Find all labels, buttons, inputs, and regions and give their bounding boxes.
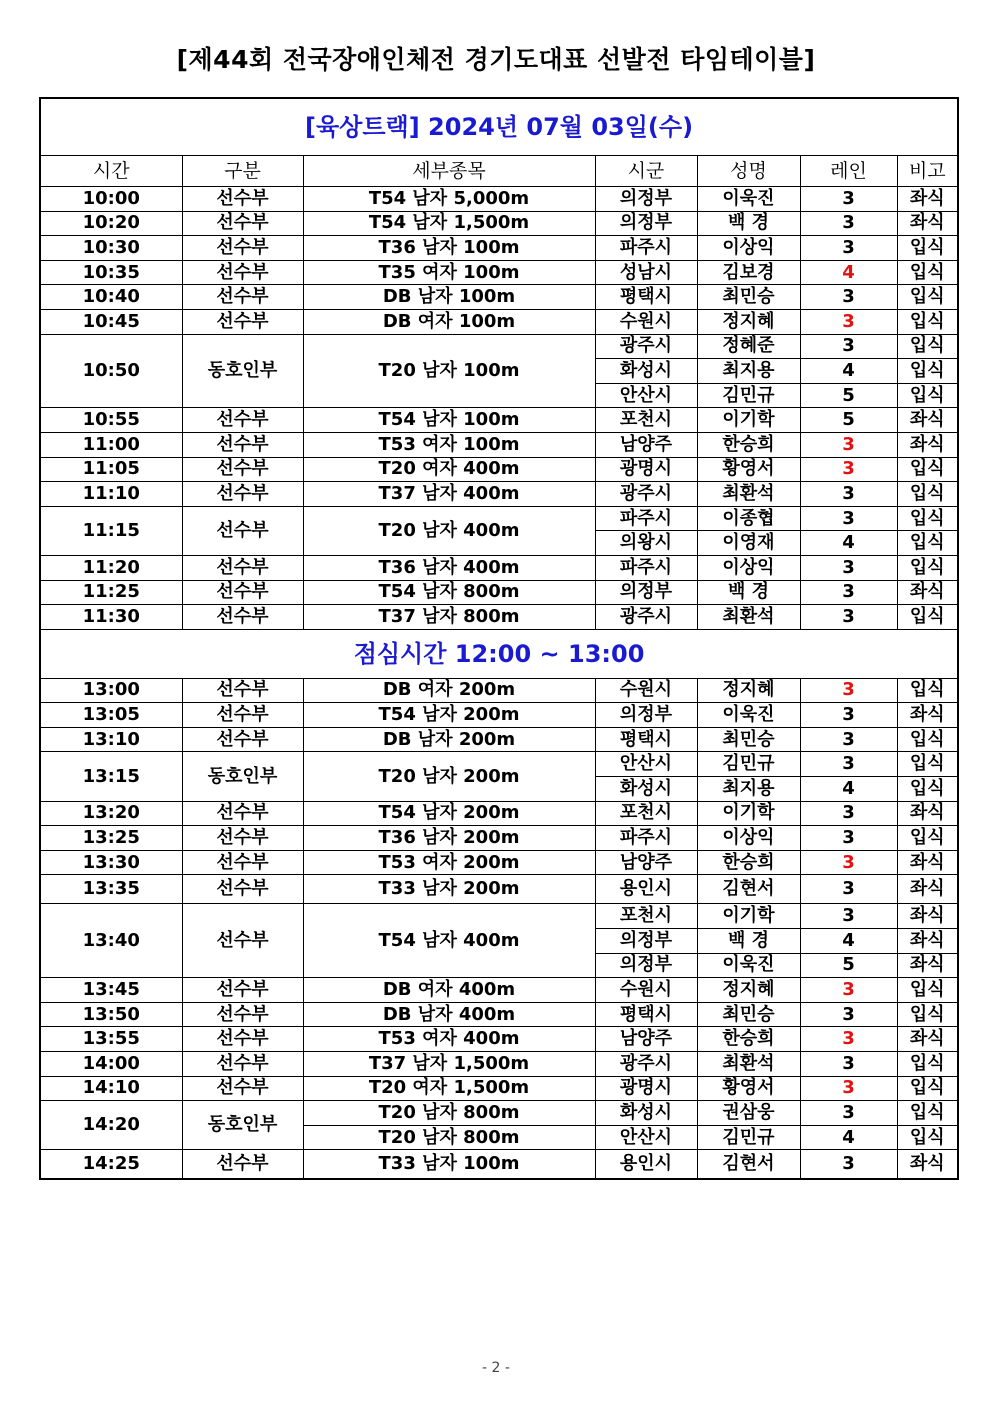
athlete-name: 이기학 xyxy=(697,408,800,433)
column-header-division: 구분 xyxy=(182,156,303,187)
table-row xyxy=(40,1027,958,1052)
table-row xyxy=(40,978,958,1003)
event-note: 좌식 xyxy=(897,1027,958,1052)
athlete-city: 의정부 xyxy=(595,703,697,728)
event-time: 13:45 xyxy=(40,978,182,1003)
event-note: 좌식 xyxy=(897,850,958,875)
athlete-city: 수원시 xyxy=(595,678,697,703)
athlete-city: 파주시 xyxy=(595,826,697,851)
event-division: 선수부 xyxy=(182,1076,303,1101)
event-time: 14:10 xyxy=(40,1076,182,1101)
event-division: 선수부 xyxy=(182,978,303,1003)
lane-number: 3 xyxy=(800,904,897,929)
event-name: T54 남자 400m xyxy=(303,904,595,978)
athlete-name: 이욱진 xyxy=(697,703,800,728)
event-note: 좌식 xyxy=(897,703,958,728)
event-time: 13:10 xyxy=(40,727,182,752)
event-note: 입식 xyxy=(897,1076,958,1101)
athlete-city: 포천시 xyxy=(595,904,697,929)
column-header-name: 성명 xyxy=(697,156,800,187)
athlete-city: 용인시 xyxy=(595,1150,697,1180)
event-division: 선수부 xyxy=(182,555,303,580)
athlete-name: 최민승 xyxy=(697,727,800,752)
table-row xyxy=(40,850,958,875)
lane-number: 3 xyxy=(800,285,897,310)
event-division: 동호인부 xyxy=(182,334,303,408)
athlete-name: 황영서 xyxy=(697,1076,800,1101)
event-name: T37 남자 800m xyxy=(303,605,595,630)
athlete-name: 한승희 xyxy=(697,850,800,875)
event-note: 입식 xyxy=(897,1002,958,1027)
athlete-name: 최민승 xyxy=(697,1002,800,1027)
event-name: DB 여자 100m xyxy=(303,309,595,334)
event-division: 선수부 xyxy=(182,580,303,605)
event-division: 선수부 xyxy=(182,703,303,728)
lane-number: 3 xyxy=(800,1101,897,1126)
event-note: 입식 xyxy=(897,334,958,359)
table-row xyxy=(40,457,958,482)
athlete-name: 김현서 xyxy=(697,1150,800,1180)
table-row xyxy=(40,1150,958,1180)
table-row xyxy=(40,211,958,236)
athlete-name: 최환석 xyxy=(697,605,800,630)
event-time: 13:00 xyxy=(40,678,182,703)
event-division: 선수부 xyxy=(182,801,303,826)
athlete-name: 이상익 xyxy=(697,555,800,580)
event-note: 입식 xyxy=(897,457,958,482)
lane-number: 4 xyxy=(800,929,897,954)
athlete-city: 안산시 xyxy=(595,1125,697,1150)
event-time: 13:20 xyxy=(40,801,182,826)
athlete-city: 의정부 xyxy=(595,580,697,605)
event-name: T33 남자 200m xyxy=(303,875,595,904)
event-note: 입식 xyxy=(897,727,958,752)
athlete-name: 이상익 xyxy=(697,826,800,851)
athlete-city: 화성시 xyxy=(595,359,697,384)
athlete-name: 정혜준 xyxy=(697,334,800,359)
event-name: T54 남자 200m xyxy=(303,703,595,728)
table-row xyxy=(40,334,958,359)
event-note: 입식 xyxy=(897,531,958,556)
athlete-city: 수원시 xyxy=(595,309,697,334)
event-note: 입식 xyxy=(897,359,958,384)
event-note: 좌식 xyxy=(897,875,958,904)
column-header-city: 시군 xyxy=(595,156,697,187)
athlete-name: 황영서 xyxy=(697,457,800,482)
event-time: 13:05 xyxy=(40,703,182,728)
event-note: 좌식 xyxy=(897,432,958,457)
table-row xyxy=(40,187,958,212)
event-division: 선수부 xyxy=(182,260,303,285)
event-time: 13:50 xyxy=(40,1002,182,1027)
event-time: 11:20 xyxy=(40,555,182,580)
athlete-city: 화성시 xyxy=(595,1101,697,1126)
event-name: T20 여자 1,500m xyxy=(303,1076,595,1101)
table-row xyxy=(40,752,958,777)
event-name: T54 남자 100m xyxy=(303,408,595,433)
event-division: 선수부 xyxy=(182,826,303,851)
timetable xyxy=(39,97,959,1180)
event-time: 10:40 xyxy=(40,285,182,310)
event-time: 13:40 xyxy=(40,904,182,978)
athlete-name: 김민규 xyxy=(697,752,800,777)
event-note: 좌식 xyxy=(897,580,958,605)
table-row xyxy=(40,555,958,580)
athlete-city: 의정부 xyxy=(595,953,697,978)
event-name: T20 여자 400m xyxy=(303,457,595,482)
table-row xyxy=(40,1076,958,1101)
table-row xyxy=(40,703,958,728)
lane-number: 4 xyxy=(800,531,897,556)
athlete-city: 포천시 xyxy=(595,408,697,433)
event-note: 입식 xyxy=(897,1101,958,1126)
event-name: T37 남자 400m xyxy=(303,482,595,507)
lane-number: 3 xyxy=(800,727,897,752)
athlete-name: 이욱진 xyxy=(697,187,800,212)
lane-number: 4 xyxy=(800,777,897,802)
event-note: 입식 xyxy=(897,236,958,261)
table-row xyxy=(40,904,958,929)
lane-number: 3 xyxy=(800,978,897,1003)
lane-number: 3 xyxy=(800,334,897,359)
event-time: 11:10 xyxy=(40,482,182,507)
athlete-city: 평택시 xyxy=(595,727,697,752)
event-name: T54 남자 5,000m xyxy=(303,187,595,212)
lane-number: 3 xyxy=(800,1002,897,1027)
athlete-city: 광주시 xyxy=(595,482,697,507)
athlete-name: 이종협 xyxy=(697,506,800,531)
lane-number: 5 xyxy=(800,408,897,433)
athlete-name: 최민승 xyxy=(697,285,800,310)
event-name: T36 남자 400m xyxy=(303,555,595,580)
athlete-city: 의정부 xyxy=(595,211,697,236)
lane-number: 5 xyxy=(800,383,897,408)
event-division: 선수부 xyxy=(182,506,303,555)
athlete-name: 최환석 xyxy=(697,482,800,507)
event-name: T20 남자 100m xyxy=(303,334,595,408)
event-time: 10:50 xyxy=(40,334,182,408)
column-header-note: 비고 xyxy=(897,156,958,187)
event-time: 13:55 xyxy=(40,1027,182,1052)
event-division: 선수부 xyxy=(182,236,303,261)
event-name: T36 남자 200m xyxy=(303,826,595,851)
event-time: 11:30 xyxy=(40,605,182,630)
event-division: 선수부 xyxy=(182,727,303,752)
event-note: 좌식 xyxy=(897,953,958,978)
table-row xyxy=(40,236,958,261)
event-name: T37 남자 1,500m xyxy=(303,1052,595,1077)
athlete-city: 포천시 xyxy=(595,801,697,826)
event-name: T54 남자 200m xyxy=(303,801,595,826)
column-header-lane: 레인 xyxy=(800,156,897,187)
event-note: 입식 xyxy=(897,285,958,310)
table-row xyxy=(40,506,958,531)
lane-number: 3 xyxy=(800,1052,897,1077)
event-note: 입식 xyxy=(897,678,958,703)
event-time: 11:00 xyxy=(40,432,182,457)
lane-number: 3 xyxy=(800,850,897,875)
lane-number: 3 xyxy=(800,752,897,777)
event-division: 선수부 xyxy=(182,457,303,482)
event-division: 선수부 xyxy=(182,432,303,457)
column-header-time: 시간 xyxy=(40,156,182,187)
athlete-city: 의왕시 xyxy=(595,531,697,556)
athlete-city: 평택시 xyxy=(595,285,697,310)
event-division: 선수부 xyxy=(182,1027,303,1052)
event-division: 동호인부 xyxy=(182,752,303,801)
athlete-name: 백 경 xyxy=(697,211,800,236)
event-name: T20 남자 800m xyxy=(303,1125,595,1150)
athlete-name: 정지혜 xyxy=(697,678,800,703)
event-note: 좌식 xyxy=(897,904,958,929)
event-division: 선수부 xyxy=(182,1002,303,1027)
event-name: T54 남자 1,500m xyxy=(303,211,595,236)
table-row xyxy=(40,408,958,433)
column-header-event: 세부종목 xyxy=(303,156,595,187)
lane-number: 3 xyxy=(800,482,897,507)
athlete-city: 광주시 xyxy=(595,334,697,359)
lane-number: 3 xyxy=(800,506,897,531)
table-row xyxy=(40,482,958,507)
athlete-name: 정지혜 xyxy=(697,978,800,1003)
event-note: 좌식 xyxy=(897,801,958,826)
event-time: 10:35 xyxy=(40,260,182,285)
event-name: T53 여자 100m xyxy=(303,432,595,457)
event-note: 입식 xyxy=(897,605,958,630)
athlete-city: 광명시 xyxy=(595,1076,697,1101)
lane-number: 3 xyxy=(800,580,897,605)
event-name: T54 남자 800m xyxy=(303,580,595,605)
lane-number: 3 xyxy=(800,457,897,482)
event-note: 입식 xyxy=(897,383,958,408)
event-division: 선수부 xyxy=(182,1052,303,1077)
event-time: 10:00 xyxy=(40,187,182,212)
event-name: T33 남자 100m xyxy=(303,1150,595,1180)
athlete-city: 광주시 xyxy=(595,605,697,630)
lunch-break: 점심시간 12:00 ~ 13:00 xyxy=(40,629,958,678)
event-division: 선수부 xyxy=(182,904,303,978)
athlete-name: 권삼웅 xyxy=(697,1101,800,1126)
athlete-city: 남양주 xyxy=(595,432,697,457)
lane-number: 5 xyxy=(800,953,897,978)
event-note: 좌식 xyxy=(897,1150,958,1180)
athlete-name: 김현서 xyxy=(697,875,800,904)
athlete-city: 안산시 xyxy=(595,752,697,777)
lane-number: 3 xyxy=(800,801,897,826)
event-division: 선수부 xyxy=(182,1150,303,1180)
athlete-city: 의정부 xyxy=(595,187,697,212)
event-division: 선수부 xyxy=(182,211,303,236)
event-division: 선수부 xyxy=(182,605,303,630)
table-row xyxy=(40,285,958,310)
event-time: 13:30 xyxy=(40,850,182,875)
athlete-city: 안산시 xyxy=(595,383,697,408)
event-name: T53 여자 400m xyxy=(303,1027,595,1052)
table-row xyxy=(40,801,958,826)
table-row xyxy=(40,678,958,703)
event-name: DB 남자 200m xyxy=(303,727,595,752)
athlete-city: 의정부 xyxy=(595,929,697,954)
table-row xyxy=(40,727,958,752)
event-note: 입식 xyxy=(897,309,958,334)
event-note: 입식 xyxy=(897,1052,958,1077)
event-name: T20 남자 200m xyxy=(303,752,595,801)
event-division: 선수부 xyxy=(182,875,303,904)
table-row xyxy=(40,605,958,630)
table-row xyxy=(40,260,958,285)
athlete-name: 백 경 xyxy=(697,580,800,605)
table-row xyxy=(40,826,958,851)
table-row xyxy=(40,875,958,904)
event-division: 선수부 xyxy=(182,678,303,703)
event-name: T36 남자 100m xyxy=(303,236,595,261)
athlete-name: 백 경 xyxy=(697,929,800,954)
event-time: 10:45 xyxy=(40,309,182,334)
athlete-city: 성남시 xyxy=(595,260,697,285)
athlete-name: 최지용 xyxy=(697,777,800,802)
event-name: T35 여자 100m xyxy=(303,260,595,285)
lane-number: 4 xyxy=(800,359,897,384)
event-time: 13:15 xyxy=(40,752,182,801)
lane-number: 3 xyxy=(800,432,897,457)
section-title: [육상트랙] 2024년 07월 03일(수) xyxy=(40,98,958,156)
event-division: 선수부 xyxy=(182,309,303,334)
event-note: 좌식 xyxy=(897,408,958,433)
event-note: 입식 xyxy=(897,482,958,507)
event-note: 입식 xyxy=(897,777,958,802)
event-note: 입식 xyxy=(897,752,958,777)
event-time: 11:05 xyxy=(40,457,182,482)
lane-number: 3 xyxy=(800,703,897,728)
athlete-name: 김민규 xyxy=(697,1125,800,1150)
lane-number: 3 xyxy=(800,678,897,703)
event-name: DB 여자 400m xyxy=(303,978,595,1003)
athlete-city: 광주시 xyxy=(595,1052,697,1077)
athlete-city: 화성시 xyxy=(595,777,697,802)
table-row xyxy=(40,309,958,334)
athlete-name: 김민규 xyxy=(697,383,800,408)
event-time: 14:25 xyxy=(40,1150,182,1180)
lane-number: 3 xyxy=(800,309,897,334)
athlete-city: 파주시 xyxy=(595,506,697,531)
lane-number: 3 xyxy=(800,875,897,904)
athlete-city: 남양주 xyxy=(595,1027,697,1052)
event-note: 입식 xyxy=(897,555,958,580)
event-division: 선수부 xyxy=(182,187,303,212)
lane-number: 3 xyxy=(800,1027,897,1052)
athlete-city: 광명시 xyxy=(595,457,697,482)
athlete-name: 최환석 xyxy=(697,1052,800,1077)
event-note: 좌식 xyxy=(897,211,958,236)
athlete-name: 김보경 xyxy=(697,260,800,285)
athlete-name: 이상익 xyxy=(697,236,800,261)
page-title: [제44회 전국장애인체전 경기도대표 선발전 타임테이블] xyxy=(176,45,816,74)
athlete-name: 정지혜 xyxy=(697,309,800,334)
athlete-city: 수원시 xyxy=(595,978,697,1003)
event-division: 동호인부 xyxy=(182,1101,303,1150)
event-time: 10:55 xyxy=(40,408,182,433)
event-division: 선수부 xyxy=(182,285,303,310)
event-note: 입식 xyxy=(897,506,958,531)
table-row xyxy=(40,1101,958,1126)
athlete-name: 한승희 xyxy=(697,432,800,457)
event-time: 11:15 xyxy=(40,506,182,555)
event-time: 14:00 xyxy=(40,1052,182,1077)
event-time: 10:30 xyxy=(40,236,182,261)
event-name: T20 남자 800m xyxy=(303,1101,595,1126)
athlete-city: 남양주 xyxy=(595,850,697,875)
athlete-city: 파주시 xyxy=(595,236,697,261)
athlete-name: 이욱진 xyxy=(697,953,800,978)
athlete-name: 이영재 xyxy=(697,531,800,556)
athlete-name: 이기학 xyxy=(697,801,800,826)
event-time: 13:25 xyxy=(40,826,182,851)
event-name: T53 여자 200m xyxy=(303,850,595,875)
event-note: 입식 xyxy=(897,826,958,851)
lane-number: 3 xyxy=(800,605,897,630)
lane-number: 4 xyxy=(800,1125,897,1150)
event-note: 좌식 xyxy=(897,929,958,954)
event-time: 10:20 xyxy=(40,211,182,236)
athlete-city: 평택시 xyxy=(595,1002,697,1027)
lane-number: 3 xyxy=(800,1150,897,1180)
event-note: 입식 xyxy=(897,260,958,285)
athlete-city: 용인시 xyxy=(595,875,697,904)
athlete-name: 최지용 xyxy=(697,359,800,384)
lane-number: 3 xyxy=(800,211,897,236)
lane-number: 3 xyxy=(800,826,897,851)
event-division: 선수부 xyxy=(182,482,303,507)
table-row xyxy=(40,1052,958,1077)
event-note: 입식 xyxy=(897,1125,958,1150)
lane-number: 3 xyxy=(800,1076,897,1101)
table-row xyxy=(40,432,958,457)
event-division: 선수부 xyxy=(182,408,303,433)
athlete-name: 이기학 xyxy=(697,904,800,929)
lane-number: 4 xyxy=(800,260,897,285)
athlete-name: 한승희 xyxy=(697,1027,800,1052)
event-name: DB 남자 400m xyxy=(303,1002,595,1027)
event-note: 입식 xyxy=(897,978,958,1003)
page-number: - 2 - xyxy=(482,1360,510,1376)
table-row xyxy=(40,580,958,605)
table-row xyxy=(40,1002,958,1027)
event-time: 11:25 xyxy=(40,580,182,605)
event-time: 13:35 xyxy=(40,875,182,904)
lane-number: 3 xyxy=(800,555,897,580)
lane-number: 3 xyxy=(800,187,897,212)
event-note: 좌식 xyxy=(897,187,958,212)
event-division: 선수부 xyxy=(182,850,303,875)
event-time: 14:20 xyxy=(40,1101,182,1150)
lane-number: 3 xyxy=(800,236,897,261)
event-name: DB 남자 100m xyxy=(303,285,595,310)
athlete-city: 파주시 xyxy=(595,555,697,580)
event-name: DB 여자 200m xyxy=(303,678,595,703)
event-name: T20 남자 400m xyxy=(303,506,595,555)
